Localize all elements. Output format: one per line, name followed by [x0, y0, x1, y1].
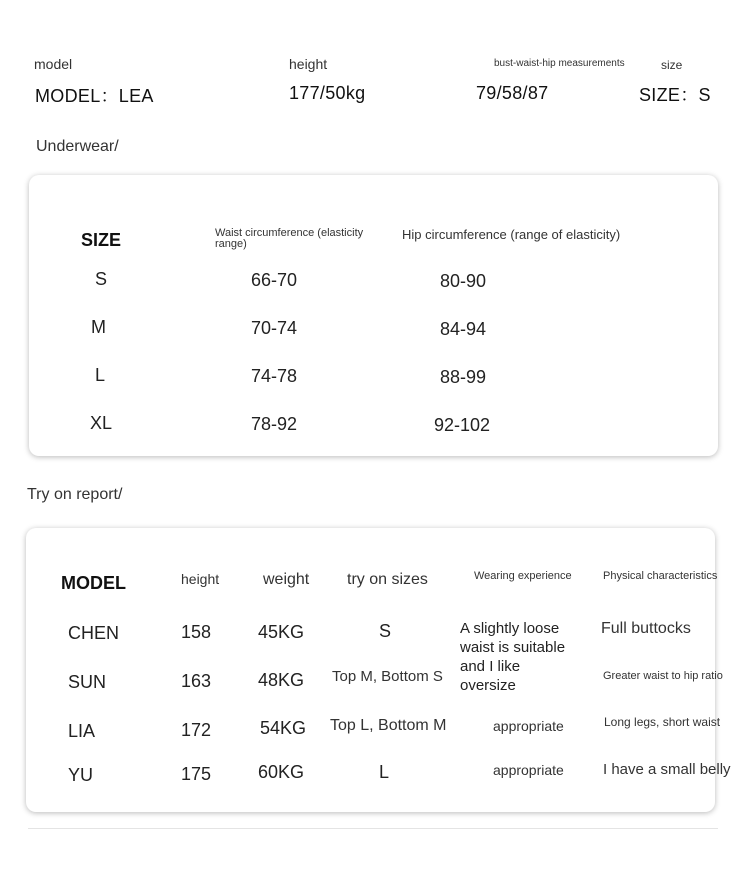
model-cell: CHEN [68, 623, 120, 643]
waist-cell: 74-78 [251, 366, 298, 386]
measurements-value: 79/58/87 [476, 83, 549, 103]
height-value: 177/50kg [289, 83, 366, 103]
height-label: height [289, 56, 328, 72]
size-value: SIZE：S [639, 85, 711, 105]
model-header: MODEL [61, 573, 126, 593]
waist-cell: 78-92 [251, 414, 298, 434]
characteristics-cell: Long legs, short waist [604, 715, 721, 729]
size-label: size [661, 58, 683, 72]
experience-header: Wearing experience [474, 570, 572, 582]
weight-header: weight [263, 571, 310, 588]
size-cell: S [379, 621, 392, 641]
size-cell: Top L, Bottom M [330, 717, 447, 734]
try-on-title: Try on report/ [27, 486, 123, 503]
model-cell: SUN [68, 672, 107, 692]
underwear-size-card [29, 175, 718, 456]
characteristics-cell: Full buttocks [601, 620, 691, 637]
height-header: height [181, 571, 220, 587]
weight-cell: 48KG [258, 670, 305, 690]
size-cell: L [379, 762, 390, 782]
measurements-label: bust-waist-hip measurements [494, 58, 625, 69]
experience-cell: A slightly loose waist is suitable and I like oversize [460, 620, 566, 694]
hip-header: Hip circumference (range of elasticity) [402, 227, 621, 242]
size-cell: M [91, 317, 106, 337]
size-cell: S [95, 269, 108, 289]
model-label: model [34, 56, 73, 72]
height-cell: 163 [181, 671, 212, 691]
sizes-header: try on sizes [347, 571, 428, 588]
characteristics-header: Physical characteristics [603, 570, 718, 582]
height-cell: 175 [181, 764, 212, 784]
hip-cell: 92-102 [434, 415, 491, 435]
characteristics-cell: Greater waist to hip ratio [603, 670, 723, 682]
characteristics-cell: I have a small belly [603, 761, 731, 778]
weight-cell: 45KG [258, 622, 305, 642]
height-cell: 158 [181, 622, 212, 642]
size-header: SIZE [81, 230, 122, 250]
model-value: MODEL：LEA [35, 86, 154, 106]
underwear-title: Underwear/ [36, 138, 119, 155]
weight-cell: 60KG [258, 762, 305, 782]
divider [28, 828, 718, 829]
experience-cell: appropriate [493, 718, 564, 734]
experience-cell: appropriate [493, 762, 564, 778]
size-cell: Top M, Bottom S [332, 668, 443, 685]
model-cell: YU [68, 765, 94, 785]
try-on-report-card [26, 528, 731, 812]
size-cell: L [95, 365, 106, 385]
waist-cell: 66-70 [251, 270, 298, 290]
weight-cell: 54KG [260, 718, 307, 738]
hip-cell: 88-99 [440, 367, 487, 387]
size-cell: XL [90, 413, 113, 433]
waist-header: Waist circumference (elasticity range) [215, 227, 364, 250]
height-cell: 172 [181, 720, 212, 740]
model-cell: LIA [68, 721, 96, 741]
waist-cell: 70-74 [251, 318, 298, 338]
hip-cell: 80-90 [440, 271, 487, 291]
hip-cell: 84-94 [440, 319, 487, 339]
